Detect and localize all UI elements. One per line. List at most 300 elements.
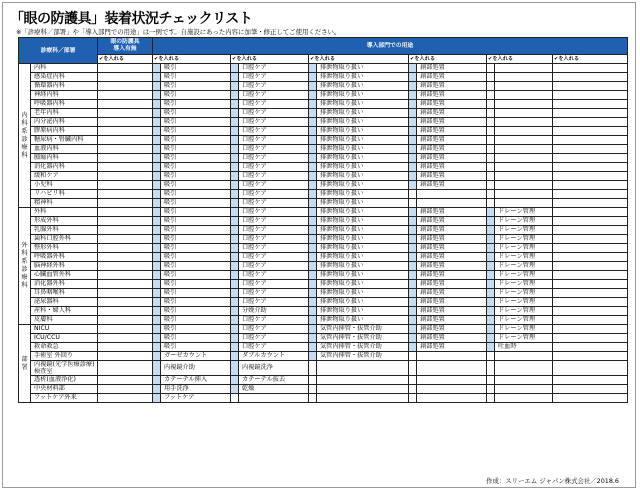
usage-checkbox[interactable] [309, 109, 317, 118]
usage-checkbox [409, 385, 417, 394]
dept-cell: 内科 [31, 64, 98, 73]
usage-checkbox[interactable] [409, 145, 417, 154]
eye-protection-checkbox[interactable] [98, 307, 153, 316]
usage-checkbox[interactable] [231, 385, 239, 394]
usage-checkbox[interactable] [153, 199, 161, 208]
usage-checkbox[interactable] [409, 181, 417, 190]
usage-checkbox[interactable] [231, 163, 239, 172]
extra-cell[interactable] [553, 163, 628, 172]
usage-checkbox[interactable] [153, 307, 161, 316]
eye-protection-checkbox[interactable] [98, 280, 153, 289]
usage-checkbox[interactable] [231, 127, 239, 136]
usage-checkbox[interactable] [309, 217, 317, 226]
extra-cell[interactable] [553, 226, 628, 235]
usage-label: ドレーン管理 [495, 334, 553, 343]
usage-checkbox [487, 118, 495, 127]
usage-label: 吸引 [161, 262, 231, 271]
usage-checkbox[interactable] [153, 262, 161, 271]
usage-checkbox[interactable] [409, 289, 417, 298]
eye-protection-checkbox[interactable] [98, 253, 153, 262]
extra-cell[interactable] [553, 325, 628, 334]
usage-checkbox[interactable] [153, 163, 161, 172]
usage-label: 創部処置 [417, 73, 487, 82]
usage-checkbox[interactable] [231, 244, 239, 253]
usage-label [417, 394, 487, 403]
eye-protection-checkbox[interactable] [98, 190, 153, 199]
usage-checkbox[interactable] [231, 289, 239, 298]
usage-checkbox[interactable] [409, 208, 417, 217]
usage-checkbox[interactable] [309, 118, 317, 127]
table-row [19, 394, 628, 403]
usage-checkbox[interactable] [153, 217, 161, 226]
usage-checkbox [309, 394, 317, 403]
usage-checkbox[interactable] [153, 280, 161, 289]
usage-checkbox[interactable] [231, 316, 239, 325]
usage-checkbox[interactable] [409, 118, 417, 127]
usage-label: 吸引 [161, 244, 231, 253]
extra-cell[interactable] [553, 271, 628, 280]
usage-checkbox[interactable] [153, 190, 161, 199]
usage-checkbox[interactable] [487, 307, 495, 316]
usage-checkbox[interactable] [409, 343, 417, 352]
usage-checkbox[interactable] [487, 298, 495, 307]
extra-cell[interactable] [553, 316, 628, 325]
usage-checkbox[interactable] [309, 91, 317, 100]
usage-checkbox[interactable] [487, 289, 495, 298]
eye-protection-checkbox[interactable] [98, 73, 153, 82]
usage-label [495, 352, 553, 361]
usage-checkbox[interactable] [231, 136, 239, 145]
usage-checkbox[interactable] [409, 154, 417, 163]
usage-label [317, 361, 409, 376]
usage-label: 口腔ケア [239, 73, 309, 82]
usage-checkbox[interactable] [153, 244, 161, 253]
eye-protection-checkbox[interactable] [98, 352, 153, 361]
usage-checkbox[interactable] [409, 127, 417, 136]
eye-protection-checkbox[interactable] [98, 325, 153, 334]
usage-checkbox[interactable] [409, 172, 417, 181]
eye-protection-checkbox[interactable] [98, 208, 153, 217]
usage-label: カテーテル抜去 [239, 376, 309, 385]
extra-cell[interactable] [553, 394, 628, 403]
usage-checkbox[interactable] [309, 100, 317, 109]
usage-label: 創部処置 [417, 100, 487, 109]
eye-protection-checkbox[interactable] [98, 118, 153, 127]
usage-checkbox[interactable] [309, 172, 317, 181]
usage-label: 吸引 [161, 334, 231, 343]
usage-checkbox[interactable] [153, 154, 161, 163]
usage-checkbox[interactable] [231, 91, 239, 100]
usage-label: 吸引 [161, 154, 231, 163]
usage-checkbox[interactable] [309, 154, 317, 163]
usage-checkbox[interactable] [409, 64, 417, 73]
usage-checkbox[interactable] [487, 334, 495, 343]
usage-checkbox[interactable] [309, 136, 317, 145]
usage-checkbox[interactable] [231, 376, 239, 385]
extra-cell[interactable] [553, 334, 628, 343]
dept-cell: 泌尿器科 [31, 298, 98, 307]
usage-label: 吸引 [161, 235, 231, 244]
extra-cell[interactable] [553, 280, 628, 289]
usage-checkbox[interactable] [231, 118, 239, 127]
usage-checkbox[interactable] [153, 64, 161, 73]
usage-checkbox[interactable] [231, 199, 239, 208]
usage-checkbox[interactable] [153, 376, 161, 385]
dept-cell: 救命救急 [31, 343, 98, 352]
usage-checkbox[interactable] [409, 82, 417, 91]
usage-label: 口腔ケア [239, 280, 309, 289]
usage-checkbox[interactable] [153, 145, 161, 154]
usage-checkbox[interactable] [231, 361, 239, 376]
usage-checkbox[interactable] [231, 271, 239, 280]
usage-checkbox[interactable] [231, 64, 239, 73]
usage-label: 排泄物取り扱い [317, 82, 409, 91]
usage-checkbox[interactable] [153, 226, 161, 235]
usage-checkbox[interactable] [153, 118, 161, 127]
usage-checkbox[interactable] [153, 289, 161, 298]
usage-checkbox[interactable] [153, 109, 161, 118]
usage-label [417, 352, 487, 361]
extra-cell[interactable] [553, 307, 628, 316]
eye-protection-checkbox[interactable] [98, 181, 153, 190]
usage-checkbox [487, 163, 495, 172]
usage-checkbox[interactable] [309, 343, 317, 352]
usage-checkbox[interactable] [487, 280, 495, 289]
usage-checkbox[interactable] [409, 244, 417, 253]
extra-cell[interactable] [553, 181, 628, 190]
usage-checkbox[interactable] [231, 181, 239, 190]
usage-label: 吸引 [161, 172, 231, 181]
usage-checkbox[interactable] [309, 127, 317, 136]
usage-checkbox[interactable] [153, 181, 161, 190]
usage-checkbox[interactable] [231, 325, 239, 334]
extra-cell[interactable] [553, 172, 628, 181]
usage-checkbox[interactable] [409, 271, 417, 280]
usage-checkbox[interactable] [309, 82, 317, 91]
usage-checkbox[interactable] [153, 91, 161, 100]
eye-protection-checkbox[interactable] [98, 289, 153, 298]
usage-checkbox[interactable] [309, 73, 317, 82]
eye-protection-checkbox[interactable] [98, 127, 153, 136]
usage-checkbox[interactable] [487, 271, 495, 280]
usage-label: ドレーン管理 [495, 262, 553, 271]
usage-label: ドレーン管理 [495, 289, 553, 298]
usage-checkbox[interactable] [153, 385, 161, 394]
extra-cell[interactable] [553, 64, 628, 73]
usage-label: 吸引 [161, 253, 231, 262]
usage-checkbox[interactable] [309, 253, 317, 262]
usage-checkbox[interactable] [153, 352, 161, 361]
eye-protection-checkbox[interactable] [98, 109, 153, 118]
usage-checkbox[interactable] [231, 262, 239, 271]
usage-label: 創部処置 [417, 316, 487, 325]
usage-checkbox[interactable] [153, 208, 161, 217]
extra-cell[interactable] [553, 127, 628, 136]
eye-protection-checkbox[interactable] [98, 361, 153, 376]
usage-checkbox[interactable] [409, 307, 417, 316]
extra-cell[interactable] [553, 73, 628, 82]
extra-cell[interactable] [553, 100, 628, 109]
usage-checkbox[interactable] [487, 235, 495, 244]
usage-checkbox[interactable] [409, 235, 417, 244]
extra-cell[interactable] [553, 361, 628, 376]
usage-label [495, 394, 553, 403]
usage-checkbox[interactable] [487, 226, 495, 235]
usage-checkbox[interactable] [487, 325, 495, 334]
extra-cell[interactable] [553, 289, 628, 298]
eye-protection-checkbox[interactable] [98, 376, 153, 385]
usage-checkbox[interactable] [487, 316, 495, 325]
usage-label: 排泄物取り扱い [317, 64, 409, 73]
usage-label: 創部処置 [417, 181, 487, 190]
usage-checkbox[interactable] [409, 325, 417, 334]
extra-cell[interactable] [553, 385, 628, 394]
usage-checkbox[interactable] [409, 100, 417, 109]
usage-checkbox[interactable] [231, 298, 239, 307]
eye-protection-checkbox[interactable] [98, 199, 153, 208]
usage-checkbox [487, 199, 495, 208]
usage-label: 吸引 [161, 208, 231, 217]
usage-checkbox[interactable] [231, 253, 239, 262]
usage-label: 気管内挿管・抜管介助 [317, 325, 409, 334]
usage-checkbox[interactable] [409, 262, 417, 271]
usage-checkbox[interactable] [153, 325, 161, 334]
extra-cell[interactable] [553, 343, 628, 352]
usage-checkbox[interactable] [309, 181, 317, 190]
usage-label: 吸引 [161, 163, 231, 172]
usage-checkbox[interactable] [309, 235, 317, 244]
usage-checkbox[interactable] [409, 217, 417, 226]
extra-cell[interactable] [553, 244, 628, 253]
usage-checkbox[interactable] [231, 82, 239, 91]
extra-cell[interactable] [553, 82, 628, 91]
usage-label: 創部処置 [417, 91, 487, 100]
usage-checkbox[interactable] [153, 361, 161, 376]
usage-checkbox[interactable] [153, 343, 161, 352]
usage-checkbox[interactable] [231, 352, 239, 361]
eye-protection-checkbox[interactable] [98, 343, 153, 352]
extra-cell[interactable] [553, 145, 628, 154]
usage-checkbox[interactable] [153, 316, 161, 325]
extra-cell[interactable] [553, 262, 628, 271]
group-label-internal: 内 科 系 診 療 科 [19, 64, 31, 208]
extra-cell[interactable] [553, 118, 628, 127]
usage-label: 口腔ケア [239, 136, 309, 145]
usage-label: 口腔ケア [239, 334, 309, 343]
usage-label: ダブルカウント [239, 352, 309, 361]
usage-checkbox[interactable] [153, 127, 161, 136]
usage-label [495, 82, 553, 91]
usage-checkbox[interactable] [409, 91, 417, 100]
usage-checkbox[interactable] [231, 334, 239, 343]
table-row [19, 118, 628, 127]
usage-checkbox[interactable] [487, 244, 495, 253]
usage-checkbox[interactable] [231, 154, 239, 163]
eye-protection-checkbox[interactable] [98, 244, 153, 253]
usage-checkbox[interactable] [487, 208, 495, 217]
usage-checkbox[interactable] [231, 217, 239, 226]
eye-protection-checkbox[interactable] [98, 154, 153, 163]
usage-checkbox[interactable] [231, 280, 239, 289]
usage-checkbox[interactable] [409, 298, 417, 307]
eye-protection-checkbox[interactable] [98, 334, 153, 343]
usage-label [495, 64, 553, 73]
extra-cell[interactable] [553, 136, 628, 145]
usage-label: 口腔ケア [239, 154, 309, 163]
usage-checkbox[interactable] [153, 73, 161, 82]
usage-checkbox[interactable] [309, 208, 317, 217]
usage-checkbox[interactable] [153, 235, 161, 244]
table-row [19, 82, 628, 91]
extra-cell[interactable] [553, 376, 628, 385]
eye-protection-checkbox[interactable] [98, 136, 153, 145]
table-row [19, 136, 628, 145]
usage-label: 排泄物取り扱い [317, 118, 409, 127]
usage-label: 創部処置 [417, 217, 487, 226]
usage-checkbox[interactable] [231, 307, 239, 316]
usage-checkbox[interactable] [231, 109, 239, 118]
usage-checkbox[interactable] [153, 136, 161, 145]
usage-checkbox[interactable] [309, 199, 317, 208]
usage-checkbox[interactable] [231, 235, 239, 244]
usage-checkbox[interactable] [409, 109, 417, 118]
usage-label: 吸引 [161, 217, 231, 226]
usage-checkbox[interactable] [409, 163, 417, 172]
usage-label: 口腔ケア [239, 181, 309, 190]
usage-checkbox[interactable] [153, 298, 161, 307]
usage-checkbox[interactable] [487, 262, 495, 271]
eye-protection-checkbox[interactable] [98, 100, 153, 109]
usage-checkbox[interactable] [409, 226, 417, 235]
usage-checkbox[interactable] [309, 163, 317, 172]
usage-checkbox[interactable] [309, 352, 317, 361]
usage-checkbox[interactable] [309, 271, 317, 280]
usage-checkbox[interactable] [409, 253, 417, 262]
eye-protection-checkbox[interactable] [98, 64, 153, 73]
usage-label: ドレーン管理 [495, 244, 553, 253]
usage-checkbox[interactable] [309, 307, 317, 316]
usage-label: カテーテル挿入 [161, 376, 231, 385]
usage-label: 口腔ケア [239, 100, 309, 109]
usage-label: 創部処置 [417, 280, 487, 289]
extra-cell[interactable] [553, 253, 628, 262]
usage-checkbox[interactable] [153, 100, 161, 109]
usage-checkbox[interactable] [309, 64, 317, 73]
usage-checkbox[interactable] [487, 217, 495, 226]
eye-check-label: ✔を入れる [98, 55, 153, 64]
usage-label: 口腔ケア [239, 172, 309, 181]
usage-checkbox[interactable] [309, 145, 317, 154]
usage-checkbox[interactable] [309, 334, 317, 343]
eye-protection-checkbox[interactable] [98, 385, 153, 394]
usage-label [495, 376, 553, 385]
extra-cell[interactable] [553, 208, 628, 217]
extra-cell[interactable] [553, 190, 628, 199]
extra-cell[interactable] [553, 199, 628, 208]
table-row [19, 163, 628, 172]
usage-label: 創部処置 [417, 208, 487, 217]
usage-checkbox[interactable] [153, 172, 161, 181]
usage-checkbox[interactable] [487, 343, 495, 352]
usage-checkbox[interactable] [153, 334, 161, 343]
usage-checkbox[interactable] [309, 325, 317, 334]
dept-cell: 糖尿病・腎臓内科 [31, 136, 98, 145]
usage-checkbox[interactable] [153, 253, 161, 262]
eye-protection-header-text: 眼の防護具 導入有無 [110, 39, 140, 52]
extra-cell[interactable] [553, 91, 628, 100]
usage-label: 気管内挿管・抜管介助 [317, 334, 409, 343]
usage-checkbox[interactable] [231, 208, 239, 217]
dept-cell: 膠原病内科 [31, 127, 98, 136]
usage-label: 排泄物取り扱い [317, 316, 409, 325]
usage-checkbox[interactable] [309, 280, 317, 289]
usage-checkbox[interactable] [153, 82, 161, 91]
usage-checkbox[interactable] [231, 343, 239, 352]
usage-checkbox[interactable] [309, 226, 317, 235]
usage-label: 排泄物取り扱い [317, 91, 409, 100]
eye-protection-checkbox[interactable] [98, 226, 153, 235]
usage-checkbox[interactable] [153, 271, 161, 280]
extra-cell[interactable] [553, 235, 628, 244]
dept-cell: 乳腺外科 [31, 226, 98, 235]
eye-protection-checkbox[interactable] [98, 262, 153, 271]
usage-label [417, 199, 487, 208]
eye-protection-checkbox[interactable] [98, 172, 153, 181]
check-header-row [19, 55, 628, 64]
usage-checkbox[interactable] [409, 136, 417, 145]
eye-protection-checkbox[interactable] [98, 271, 153, 280]
usage-checkbox[interactable] [231, 226, 239, 235]
usage-checkbox[interactable] [409, 316, 417, 325]
extra-cell[interactable] [553, 217, 628, 226]
extra-cell[interactable] [553, 109, 628, 118]
eye-protection-checkbox[interactable] [98, 316, 153, 325]
eye-protection-checkbox[interactable] [98, 145, 153, 154]
usage-checkbox[interactable] [231, 145, 239, 154]
eye-protection-checkbox[interactable] [98, 82, 153, 91]
eye-protection-checkbox[interactable] [98, 163, 153, 172]
usage-checkbox[interactable] [409, 73, 417, 82]
eye-protection-checkbox[interactable] [98, 91, 153, 100]
usage-checkbox[interactable] [231, 190, 239, 199]
usage-label: 口腔ケア [239, 298, 309, 307]
eye-protection-checkbox[interactable] [98, 298, 153, 307]
table-row [19, 385, 628, 394]
usage-label: 吸引 [161, 100, 231, 109]
eye-protection-checkbox[interactable] [98, 217, 153, 226]
usage-checkbox[interactable] [153, 394, 161, 403]
usage-checkbox[interactable] [231, 100, 239, 109]
usage-checkbox[interactable] [231, 172, 239, 181]
usage-checkbox[interactable] [409, 334, 417, 343]
usage-checkbox[interactable] [309, 289, 317, 298]
eye-protection-checkbox[interactable] [98, 394, 153, 403]
extra-cell[interactable] [553, 154, 628, 163]
usage-checkbox[interactable] [487, 253, 495, 262]
usage-checkbox[interactable] [309, 298, 317, 307]
usage-checkbox[interactable] [309, 316, 317, 325]
usage-checkbox[interactable] [309, 262, 317, 271]
usage-label: ドレーン管理 [495, 271, 553, 280]
eye-protection-checkbox[interactable] [98, 235, 153, 244]
usage-checkbox[interactable] [409, 280, 417, 289]
usage-checkbox[interactable] [231, 73, 239, 82]
table-row [19, 145, 628, 154]
usage-checkbox[interactable] [309, 244, 317, 253]
extra-cell[interactable] [553, 352, 628, 361]
usage-checkbox[interactable] [309, 190, 317, 199]
extra-cell[interactable] [553, 298, 628, 307]
